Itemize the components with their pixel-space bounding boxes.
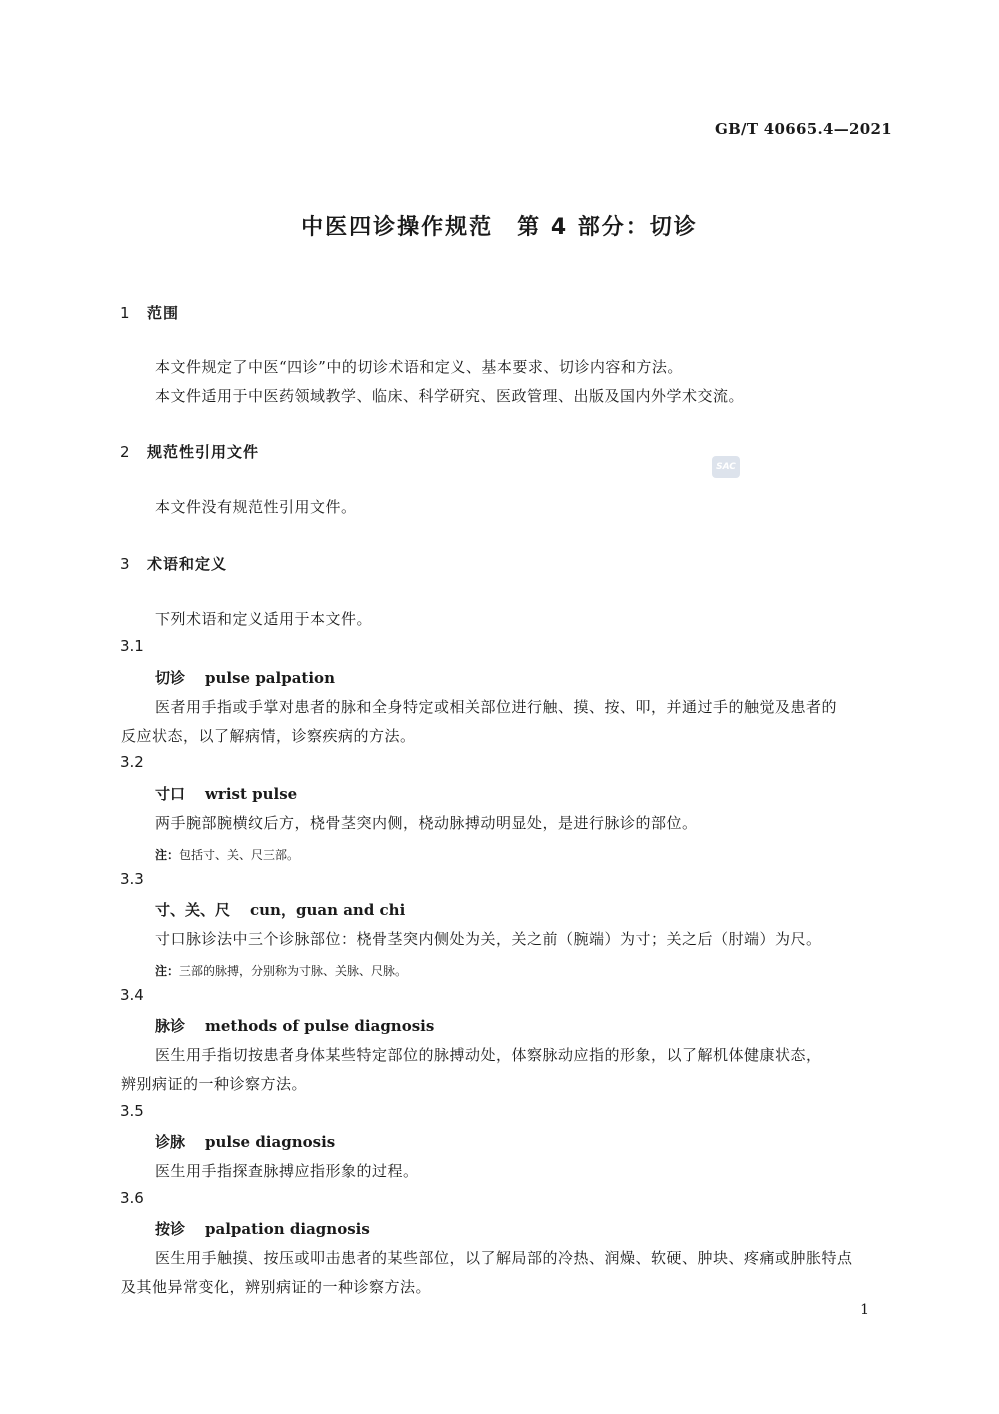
section-number: 2 <box>120 443 131 461</box>
sac-watermark-logo: SAC <box>712 456 740 478</box>
section-title: 规范性引用文件 <box>147 443 260 461</box>
clause-number: 3.5 <box>120 1102 144 1120</box>
term-en: palpation diagnosis <box>205 1220 370 1238</box>
term-definition: 医生用手指探查脉搏应指形象的过程。 <box>155 1162 419 1180</box>
term-definition: 医者用手指或手掌对患者的脉和全身特定或相关部位进行触、摸、按、叩，并通过手的触觉及患者的 <box>155 698 838 716</box>
note-label: 注： <box>155 848 180 862</box>
term-entry <box>155 667 335 688</box>
term-definition: 寸口脉诊法中三个诊脉部位：桡骨茎突内侧处为关，关之前（腕端）为寸；关之后（肘端）为尺。 <box>155 930 822 948</box>
term-definition: 医生用手指切按患者身体某些特定部位的脉搏动处，体察脉动应指的形象，以了解机体健康状态， <box>155 1046 822 1064</box>
term-definition-cont: 辨别病证的一种诊察方法。 <box>121 1075 308 1093</box>
term-en: pulse palpation <box>205 669 335 687</box>
note-text: 包括寸、关、尺三部。 <box>179 848 300 862</box>
term-en: methods of pulse diagnosis <box>205 1017 435 1035</box>
clause-number: 3.3 <box>120 870 144 888</box>
section-heading-terms <box>120 553 227 574</box>
note-text: 三部的脉搏，分别称为寸脉、关脉、尺脉。 <box>179 964 408 978</box>
term-definition-cont: 反应状态，以了解病情，诊察疾病的方法。 <box>121 727 416 745</box>
term-note <box>155 846 299 863</box>
clause-number: 3.4 <box>120 986 144 1004</box>
term-zh: 诊脉 <box>155 1133 186 1151</box>
term-entry <box>155 1218 370 1239</box>
term-entry <box>155 1131 335 1152</box>
term-definition-cont: 及其他异常变化，辨别病证的一种诊察方法。 <box>121 1278 432 1296</box>
term-en: pulse diagnosis <box>205 1133 336 1151</box>
term-entry <box>155 1015 434 1036</box>
scope-paragraph-1: 本文件规定了中医“四诊”中的切诊术语和定义、基本要求、切诊内容和方法。 <box>155 358 683 376</box>
term-zh: 寸、关、尺 <box>155 901 231 919</box>
section-number: 1 <box>120 304 131 322</box>
note-label: 注： <box>155 964 180 978</box>
references-paragraph: 本文件没有规范性引用文件。 <box>155 498 357 516</box>
term-entry <box>155 783 297 804</box>
section-title: 范围 <box>147 304 180 322</box>
term-definition: 医生用手触摸、按压或叩击患者的某些部位，以了解局部的冷热、润燥、软硬、肿块、疼痛或肿胀特点 <box>155 1249 853 1267</box>
term-zh: 切诊 <box>155 669 186 687</box>
standard-number: GB/T 40665.4—2021 <box>714 120 892 138</box>
clause-number: 3.1 <box>120 637 144 655</box>
section-heading-references <box>120 441 259 462</box>
term-zh: 按诊 <box>155 1220 186 1238</box>
clause-number: 3.2 <box>120 753 144 771</box>
terms-intro: 下列术语和定义适用于本文件。 <box>155 610 373 628</box>
clause-number: 3.6 <box>120 1189 144 1207</box>
page-number: 1 <box>860 1302 869 1318</box>
term-en: cun，guan and chi <box>250 901 406 919</box>
term-en: wrist pulse <box>205 785 298 803</box>
term-entry <box>155 899 405 920</box>
term-zh: 寸口 <box>155 785 186 803</box>
section-heading-scope <box>120 302 179 323</box>
term-definition: 两手腕部腕横纹后方，桡骨茎突内侧，桡动脉搏动明显处，是进行脉诊的部位。 <box>155 814 698 832</box>
section-title: 术语和定义 <box>147 555 228 573</box>
section-number: 3 <box>120 555 131 573</box>
term-note <box>155 962 407 979</box>
term-zh: 脉诊 <box>155 1017 186 1035</box>
document-title: 中医四诊操作规范 第 4 部分：切诊 <box>301 215 698 240</box>
scope-paragraph-2: 本文件适用于中医药领域教学、临床、科学研究、医政管理、出版及国内外学术交流。 <box>155 387 745 405</box>
